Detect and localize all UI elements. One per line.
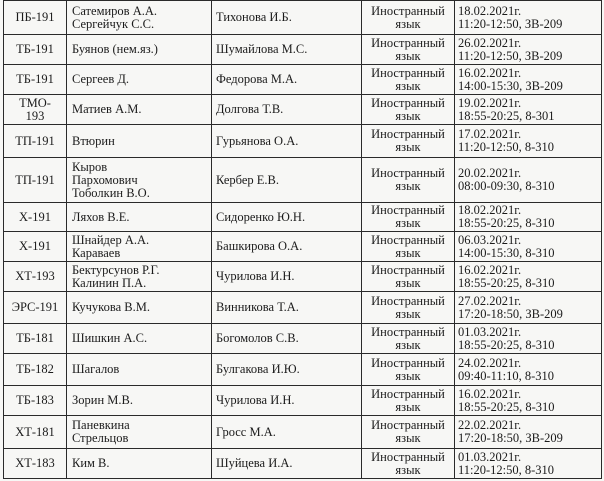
group-line: ТБ-191 (16, 72, 54, 86)
subject-cell (362, 65, 455, 95)
datetime-line: 22.02.2021г. (458, 418, 522, 432)
student-line: Кыров (72, 159, 108, 174)
subject-cell (362, 203, 455, 232)
datetime-cell (455, 158, 602, 203)
students-cell (67, 35, 212, 65)
subject-line: Иностранный (371, 65, 445, 80)
datetime-line: 14:00-15:30, ЗВ-209 (458, 78, 563, 93)
students-cell (67, 65, 212, 95)
teacher-cell: Федорова М.А. (212, 65, 362, 95)
datetime-line: 26.02.2021г. (458, 35, 522, 50)
table-row (4, 203, 602, 232)
teacher-cell: Сидоренко Ю.Н. (212, 203, 362, 232)
datetime-cell (455, 354, 602, 386)
teacher-cell: Башкирова О.А. (212, 232, 362, 262)
subject-line: Иностранный (371, 166, 445, 180)
subject-cell (362, 158, 455, 203)
datetime-line: 06.03.2021г. (458, 232, 522, 247)
teacher-cell: Шуйцева И.А. (212, 449, 362, 479)
students-cell (67, 262, 212, 292)
students-cell (67, 324, 212, 354)
teacher-cell: Чурилова И.Н. (212, 386, 362, 416)
students-cell (67, 449, 212, 479)
datetime-line: 17:20-18:50, ЗВ-209 (458, 431, 563, 445)
datetime-line: 18.02.2021г. (458, 3, 522, 18)
subject-line: Иностранный (371, 127, 445, 141)
subject-line: Иностранный (371, 355, 445, 370)
subject-cell (362, 35, 455, 65)
teacher-cell: Винникова Т.А. (212, 292, 362, 324)
table-row (4, 35, 602, 65)
teacher-cell: Шумайлова М.С. (212, 35, 362, 65)
datetime-line: 11:20-12:50, 8-310 (458, 462, 555, 477)
table-row (4, 232, 602, 262)
group-line: ТП-191 (15, 172, 55, 187)
subject-line: язык (395, 306, 421, 321)
subject-line: язык (395, 48, 421, 63)
datetime-line: 18.02.2021г. (458, 203, 522, 217)
subject-line: Иностранный (371, 35, 445, 50)
group-cell (4, 65, 67, 95)
group-line: Х-191 (19, 209, 51, 224)
subject-line: язык (395, 462, 421, 477)
subject-line: язык (395, 179, 421, 193)
subject-line: язык (395, 108, 421, 123)
teacher-cell: Долгова Т.В. (212, 95, 362, 125)
subject-cell (362, 324, 455, 354)
datetime-line: 20.02.2021г. (458, 166, 522, 180)
student-line: Пархомович (72, 172, 138, 187)
table-row (4, 449, 602, 479)
group-line: ЭРС-191 (11, 300, 59, 314)
student-line: Ляхов В.Е. (72, 209, 130, 224)
table-row (4, 95, 602, 125)
subject-line: Иностранный (371, 262, 445, 277)
group-cell (4, 292, 67, 324)
students-cell (67, 125, 212, 158)
group-cell (4, 158, 67, 203)
datetime-cell (455, 449, 602, 479)
subject-line: Иностранный (371, 232, 445, 247)
datetime-line: 14:00-15:30, 8-310 (458, 245, 555, 260)
subject-cell (362, 262, 455, 292)
datetime-cell (455, 65, 602, 95)
subject-cell (362, 386, 455, 416)
student-line: Ким В. (72, 456, 110, 470)
teacher-cell: Кербер Е.В. (212, 158, 362, 203)
group-line: ХТ-183 (15, 456, 55, 470)
group-line: ТБ-191 (16, 42, 54, 56)
datetime-line: 18:55-20:25, 8-310 (458, 216, 555, 230)
student-line: Бектурсунов Р.Г. (72, 262, 160, 277)
student-line: Шагалов (72, 362, 120, 376)
group-cell (4, 386, 67, 416)
datetime-cell (455, 95, 602, 125)
subject-line: Иностранный (371, 418, 445, 432)
datetime-cell (455, 386, 602, 416)
students-cell (67, 158, 212, 203)
datetime-cell (455, 35, 602, 65)
table-row (4, 386, 602, 416)
table-row (4, 292, 602, 324)
subject-cell (362, 354, 455, 386)
students-cell (67, 203, 212, 232)
student-line: Стрельцов (72, 431, 129, 445)
student-line: Сатемиров А.А. (72, 3, 158, 18)
teacher-cell: Чурилова И.Н. (212, 262, 362, 292)
students-cell (67, 416, 212, 449)
datetime-cell (455, 324, 602, 354)
group-cell (4, 95, 67, 125)
group-line: ТП-191 (15, 133, 55, 148)
subject-cell (362, 1, 455, 35)
group-line: ХТ-193 (15, 269, 55, 283)
subject-line: язык (395, 337, 421, 352)
group-cell (4, 203, 67, 232)
student-line: Матиев А.М. (72, 102, 142, 116)
group-cell (4, 1, 67, 35)
teacher-cell: Тихонова И.Б. (212, 1, 362, 35)
datetime-cell (455, 1, 602, 35)
schedule-table (3, 0, 602, 479)
subject-cell (362, 449, 455, 479)
teacher-cell: Булгакова И.Ю. (212, 354, 362, 386)
table-row (4, 354, 602, 386)
group-cell (4, 232, 67, 262)
student-line: Кучукова В.М. (72, 300, 150, 314)
group-cell (4, 354, 67, 386)
student-line: Буянов (нем.яз.) (72, 42, 158, 56)
teacher-cell: Гросс М.А. (212, 416, 362, 449)
subject-line: Иностранный (371, 449, 445, 464)
datetime-line: 18:55-20:25, 8-301 (458, 108, 555, 123)
students-cell (67, 354, 212, 386)
teacher-cell: Богомолов С.В. (212, 324, 362, 354)
subject-cell (362, 95, 455, 125)
students-cell (67, 386, 212, 416)
table-row (4, 324, 602, 354)
subject-cell (362, 232, 455, 262)
students-cell (67, 292, 212, 324)
subject-cell (362, 292, 455, 324)
student-line: Тоболкин В.О. (72, 185, 150, 200)
datetime-cell (455, 232, 602, 262)
subject-line: Иностранный (371, 95, 445, 110)
student-line: Караваев (72, 245, 121, 260)
datetime-cell (455, 203, 602, 232)
group-line: ПБ-191 (15, 10, 55, 24)
datetime-line: 24.02.2021г. (458, 355, 522, 370)
datetime-cell (455, 262, 602, 292)
subject-line: Иностранный (371, 3, 445, 18)
datetime-line: 16.02.2021г. (458, 65, 522, 80)
student-line: Шишкин А.С. (72, 331, 148, 345)
table-row (4, 158, 602, 203)
datetime-line: 16.02.2021г. (458, 262, 522, 277)
subject-line: язык (395, 399, 421, 414)
group-cell (4, 416, 67, 449)
datetime-line: 09:40-11:10, 8-310 (458, 368, 555, 383)
datetime-cell (455, 125, 602, 158)
student-line: Сергейчук С.С. (72, 16, 155, 31)
datetime-line: 19.02.2021г. (458, 95, 522, 110)
group-line: ТБ-181 (16, 331, 54, 345)
datetime-line: 27.02.2021г. (458, 293, 522, 308)
subject-line: Иностранный (371, 203, 445, 217)
subject-line: Иностранный (371, 386, 445, 401)
subject-line: Иностранный (371, 293, 445, 308)
table-row (4, 262, 602, 292)
table-row (4, 416, 602, 449)
group-line: 193 (25, 108, 45, 123)
subject-line: язык (395, 216, 421, 230)
table-row (4, 1, 602, 35)
subject-line: язык (395, 140, 421, 154)
group-line: ТБ-182 (16, 362, 54, 376)
group-cell (4, 35, 67, 65)
subject-cell (362, 416, 455, 449)
group-cell (4, 125, 67, 158)
group-line: Х-191 (19, 239, 51, 253)
student-line: Калинин П.А. (72, 275, 147, 290)
group-cell (4, 262, 67, 292)
group-cell (4, 324, 67, 354)
students-cell (67, 1, 212, 35)
table-row (4, 65, 602, 95)
datetime-line: 17.02.2021г. (458, 127, 522, 141)
datetime-line: 11:20-12:50, 8-310 (458, 140, 555, 154)
group-line: ТБ-183 (16, 393, 54, 407)
subject-line: язык (395, 368, 421, 383)
student-line: Зорин М.В. (72, 393, 133, 407)
students-cell (67, 95, 212, 125)
student-line: Втюрин (72, 133, 115, 148)
datetime-line: 08:00-09:30, 8-310 (458, 179, 555, 193)
subject-line: язык (395, 78, 421, 93)
datetime-line: 18:55-20:25, 8-310 (458, 275, 555, 290)
students-cell (67, 232, 212, 262)
datetime-line: 18:55-20:25, 8-310 (458, 337, 555, 352)
student-line: Паневкина (72, 418, 130, 432)
subject-cell (362, 125, 455, 158)
subject-line: язык (395, 431, 421, 445)
subject-line: Иностранный (371, 324, 445, 339)
teacher-cell: Гурьянова О.А. (212, 125, 362, 158)
group-line: ХТ-181 (15, 424, 55, 439)
subject-line: язык (395, 275, 421, 290)
student-line: Шнайдер А.А. (72, 232, 150, 247)
schedule-body (4, 1, 602, 479)
group-cell (4, 449, 67, 479)
datetime-line: 01.03.2021г. (458, 324, 522, 339)
datetime-cell (455, 292, 602, 324)
student-line: Сергеев Д. (72, 72, 130, 86)
datetime-line: 16.02.2021г. (458, 386, 522, 401)
group-line: ТМО- (19, 95, 51, 110)
subject-line: язык (395, 245, 421, 260)
datetime-line: 11:20-12:50, ЗВ-209 (458, 48, 563, 63)
datetime-line: 11:20-12:50, ЗВ-209 (458, 16, 563, 31)
subject-line: язык (395, 16, 421, 31)
datetime-line: 18:55-20:25, 8-310 (458, 399, 555, 414)
datetime-cell (455, 416, 602, 449)
datetime-line: 01.03.2021г. (458, 449, 522, 464)
table-row (4, 125, 602, 158)
datetime-line: 17:20-18:50, ЗВ-209 (458, 306, 563, 321)
